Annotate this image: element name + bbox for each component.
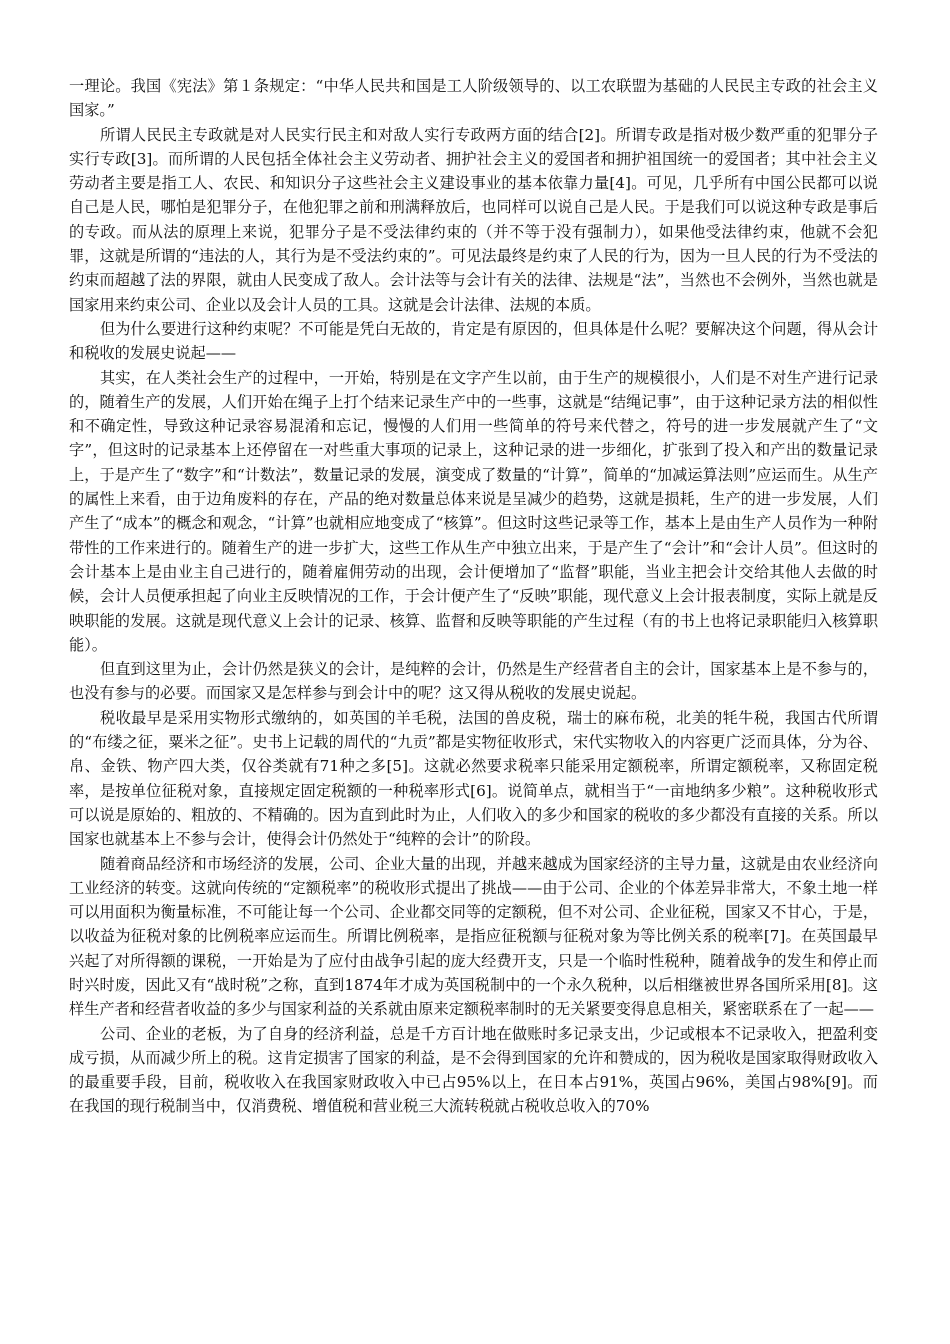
paragraph: 一理论。我国《宪法》第１条规定：“中华人民共和国是工人阶级领导的、以工农联盟为基础的人民民主专政的社会主义国家。”: [69, 77, 878, 120]
paragraph: 随着商品经济和市场经济的发展，公司、企业大量的出现，并越来越成为国家经济的主导力量，这就是由农业经济向工业经济的转变。这就向传统的“定额税率”的税收形式提出了挑战——由于公司、企业的个体差异非常大，不象土地一样可以用面积为衡量标准，不可能让每一个公司、企业都交同等的定额税，但不对公司、企业征税，国家又不甘心，于是，以收益为征税对象的比例税率应运而生。所谓比例税率，是指应征税额与征税对象为等比例关系的税率[7]。在英国最早兴起了对所得额的课税，一开始是为了应付由战争引起的庞大经费开支，只是一个临时性税种，随着战争的发生和停止而时兴时废，因此又有“战时税”之称，直到1874年才成为英国税制中的一个永久税种，以后相继被世界各国所采用[8]。这样生产者和经营者收益的多少与国家利益的关系就由原来定额税率制时的无关紧要变得息息相关，紧密联系在了一起——: [69, 854, 878, 1019]
paragraph: 公司、企业的老板，为了自身的经济利益，总是千方百计地在做账时多记录支出，少记或根本不记录收入，把盈利变成亏损，从而减少所上的税。这肯定损害了国家的利益，是不会得到国家的允许和赞成的，因为税收是国家取得财政收入的最重要手段，目前，税收收入在我国家财政收入中已占95%以上，在日本占91%，英国占96%，美国占98%[9]。而在我国的现行税制当中，仅消费税、增值税和营业税三大流转税就占税收总收入的70%: [69, 1024, 878, 1116]
paragraph: 但直到这里为止，会计仍然是狭义的会计，是纯粹的会计，仍然是生产经营者自主的会计，国家基本上是不参与的，也没有参与的必要。而国家又是怎样参与到会计中的呢？这又得从税收的发展史说起。: [69, 660, 878, 703]
paragraph: 所谓人民民主专政就是对人民实行民主和对敌人实行专政两方面的结合[2]。所谓专政是指对极少数严重的犯罪分子实行专政[3]。而所谓的人民包括全体社会主义劳动者、拥护社会主义的爱国者和拥护祖国统一的爱国者；其中社会主义劳动者主要是指工人、农民、和知识分子这些社会主义建设事业的基本依靠力量[4]。可见，几乎所有中国公民都可以说自己是人民，哪怕是犯罪分子，在他犯罪之前和刑满释放后，也同样可以说自己是人民。于是我们可以说这种专政是事后的专政。而从法的原理上来说，犯罪分子是不受法律约束的（并不等于没有强制力），如果他受法律约束，他就不会犯罪，这就是所谓的“违法的人，其行为是不受法约束的”。可见法最终是约束了人民的行为，因为一旦人民的行为不受法的约束而超越了法的界限，就由人民变成了敌人。会计法等与会计有关的法律、法规是“法”，当然也不会例外，当然也就是国家用来约束公司、企业以及会计人员的工具。这就是会计法律、法规的本质。: [69, 125, 878, 314]
paragraph: 税收最早是采用实物形式缴纳的，如英国的羊毛税，法国的兽皮税，瑞士的麻布税，北美的牦牛税，我国古代所谓的“布缕之征，粟米之征”。史书上记载的周代的“九贡”都是实物征收形式，宋代实物收入的内容更广泛而具体，分为谷、帛、金铁、物产四大类，仅谷类就有71种之多[5]。这就必然要求税率只能采用定额税率，所谓定额税率，又称固定税率，是按单位征税对象，直接规定固定税额的一种税率形式[6]。说简单点，就相当于“一亩地纳多少粮”。这种税收形式可以说是原始的、粗放的、不精确的。因为直到此时为止，人们收入的多少和国家的税收的多少都没有直接的关系。所以国家也就基本上不参与会计，使得会计仍然处于“纯粹的会计”的阶段。: [69, 708, 878, 849]
paragraph: 但为什么要进行这种约束呢？不可能是凭白无故的，肯定是有原因的，但具体是什么呢？要解决这个问题，得从会计和税收的发展史说起——: [69, 319, 878, 363]
paragraph: 其实，在人类社会生产的过程中，一开始，特别是在文字产生以前，由于生产的规模很小，人们是不对生产进行记录的，随着生产的发展，人们开始在绳子上打个结来记录生产中的一些事，这就是“结绳记事”，由于这种记录方法的相似性和不确定性，导致这种记录容易混淆和忘记，慢慢的人们用一些简单的符号来代替之，符号的进一步发展就产生了“文字”，但这时的记录基本上还停留在一对些重大事项的记录上，这种记录的进一步细化，扩张到了投入和产出的数量记录上，于是产生了“数字”和“计数法”，数量记录的发展，演变成了数量的“计算”，简单的“加减运算法则”应运而生。从生产的属性上来看，由于边角废料的存在，产品的绝对数量总体来说是呈减少的趋势，这就是损耗，生产的进一步发展，人们产生了“成本”的概念和观念，“计算”也就相应地变成了“核算”。但这时这些记录等工作，基本上是由生产人员作为一种附带性的工作来进行的。随着生产的进一步扩大，这些工作从生产中独立出来，于是产生了“会计”和“会计人员”。但这时的会计基本上是由业主自己进行的，随着雇佣劳动的出现，会计便增加了“监督”职能，当业主把会计交给其他人去做的时候，会计人员便承担起了向业主反映情况的工作，于会计便产生了“反映”职能，现代意义上会计报表制度，实际上就是反映职能的发展。这就是现代意义上会计的记录、核算、监督和反映等职能的产生过程（有的书上也将记录职能归入核算职能）。: [69, 368, 878, 654]
